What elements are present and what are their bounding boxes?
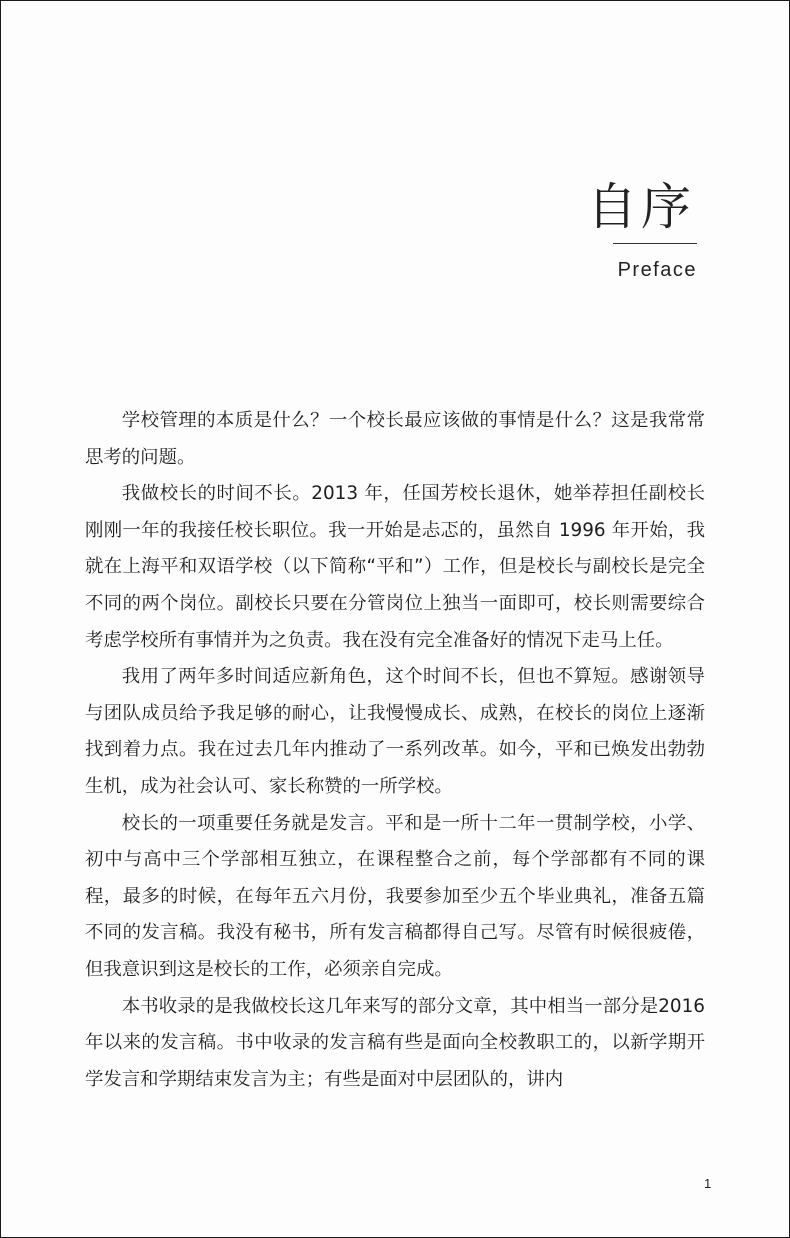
page-title: 自序 [587,178,695,236]
paragraph-4: 校长的一项重要任务就是发言。平和是一所十二年一贯制学校，小学、初中与高中三个学部相互独立，在课程整合之前，每个学部都有不同的课程，最多的时候，在每年五六月份，我要参加至少五个毕业典礼，准备五篇不同的发言稿。我没有秘书，所有发言稿都得自己写。尽管有时候很疲倦，但我意识到这是校长的工作，必须亲自完成。 [85,812,705,980]
paragraph-5: 本书收录的是我做校长这几年来写的部分文章，其中相当一部分是2016 年以来的发言稿。书中收录的发言稿有些是面向全校教职工的，以新学期开学发言和学期结束发言为主；有些是面对中层团队的，讲内 [85,995,705,1090]
page-subtitle: Preface [617,259,697,281]
paragraph-1: 学校管理的本质是什么？一个校长最应该做的事情是什么？这是我常常思考的问题。 [85,410,705,468]
paragraph-2: 我做校长的时间不长。2013 年，任国芳校长退休，她举荐担任副校长刚刚一年的我接任校长职位。我一开始是忐忑的，虽然自 1996 年开始，我就在上海平和双语学校（以下简称“平和”）工作，但是校长与副校长是完全不同的两个岗位。副校长只要在分管岗位上独当一面即可，校长则需要综合考虑学校所有事情并为之负责。我在没有完全准备好的情况下走马上任。 [85,483,705,651]
paragraph-3: 我用了两年多时间适应新角色，这个时间不长，但也不算短。感谢领导与团队成员给予我足够的耐心，让我慢慢成长、成熟，在校长的岗位上逐渐找到着力点。我在过去几年内推动了一系列改革。如今，平和已焕发出勃勃生机，成为社会认可、家长称赞的一所学校。 [85,666,705,797]
title-divider [613,243,697,244]
body-text [85,403,705,1098]
page-number: 1 [704,1176,712,1191]
